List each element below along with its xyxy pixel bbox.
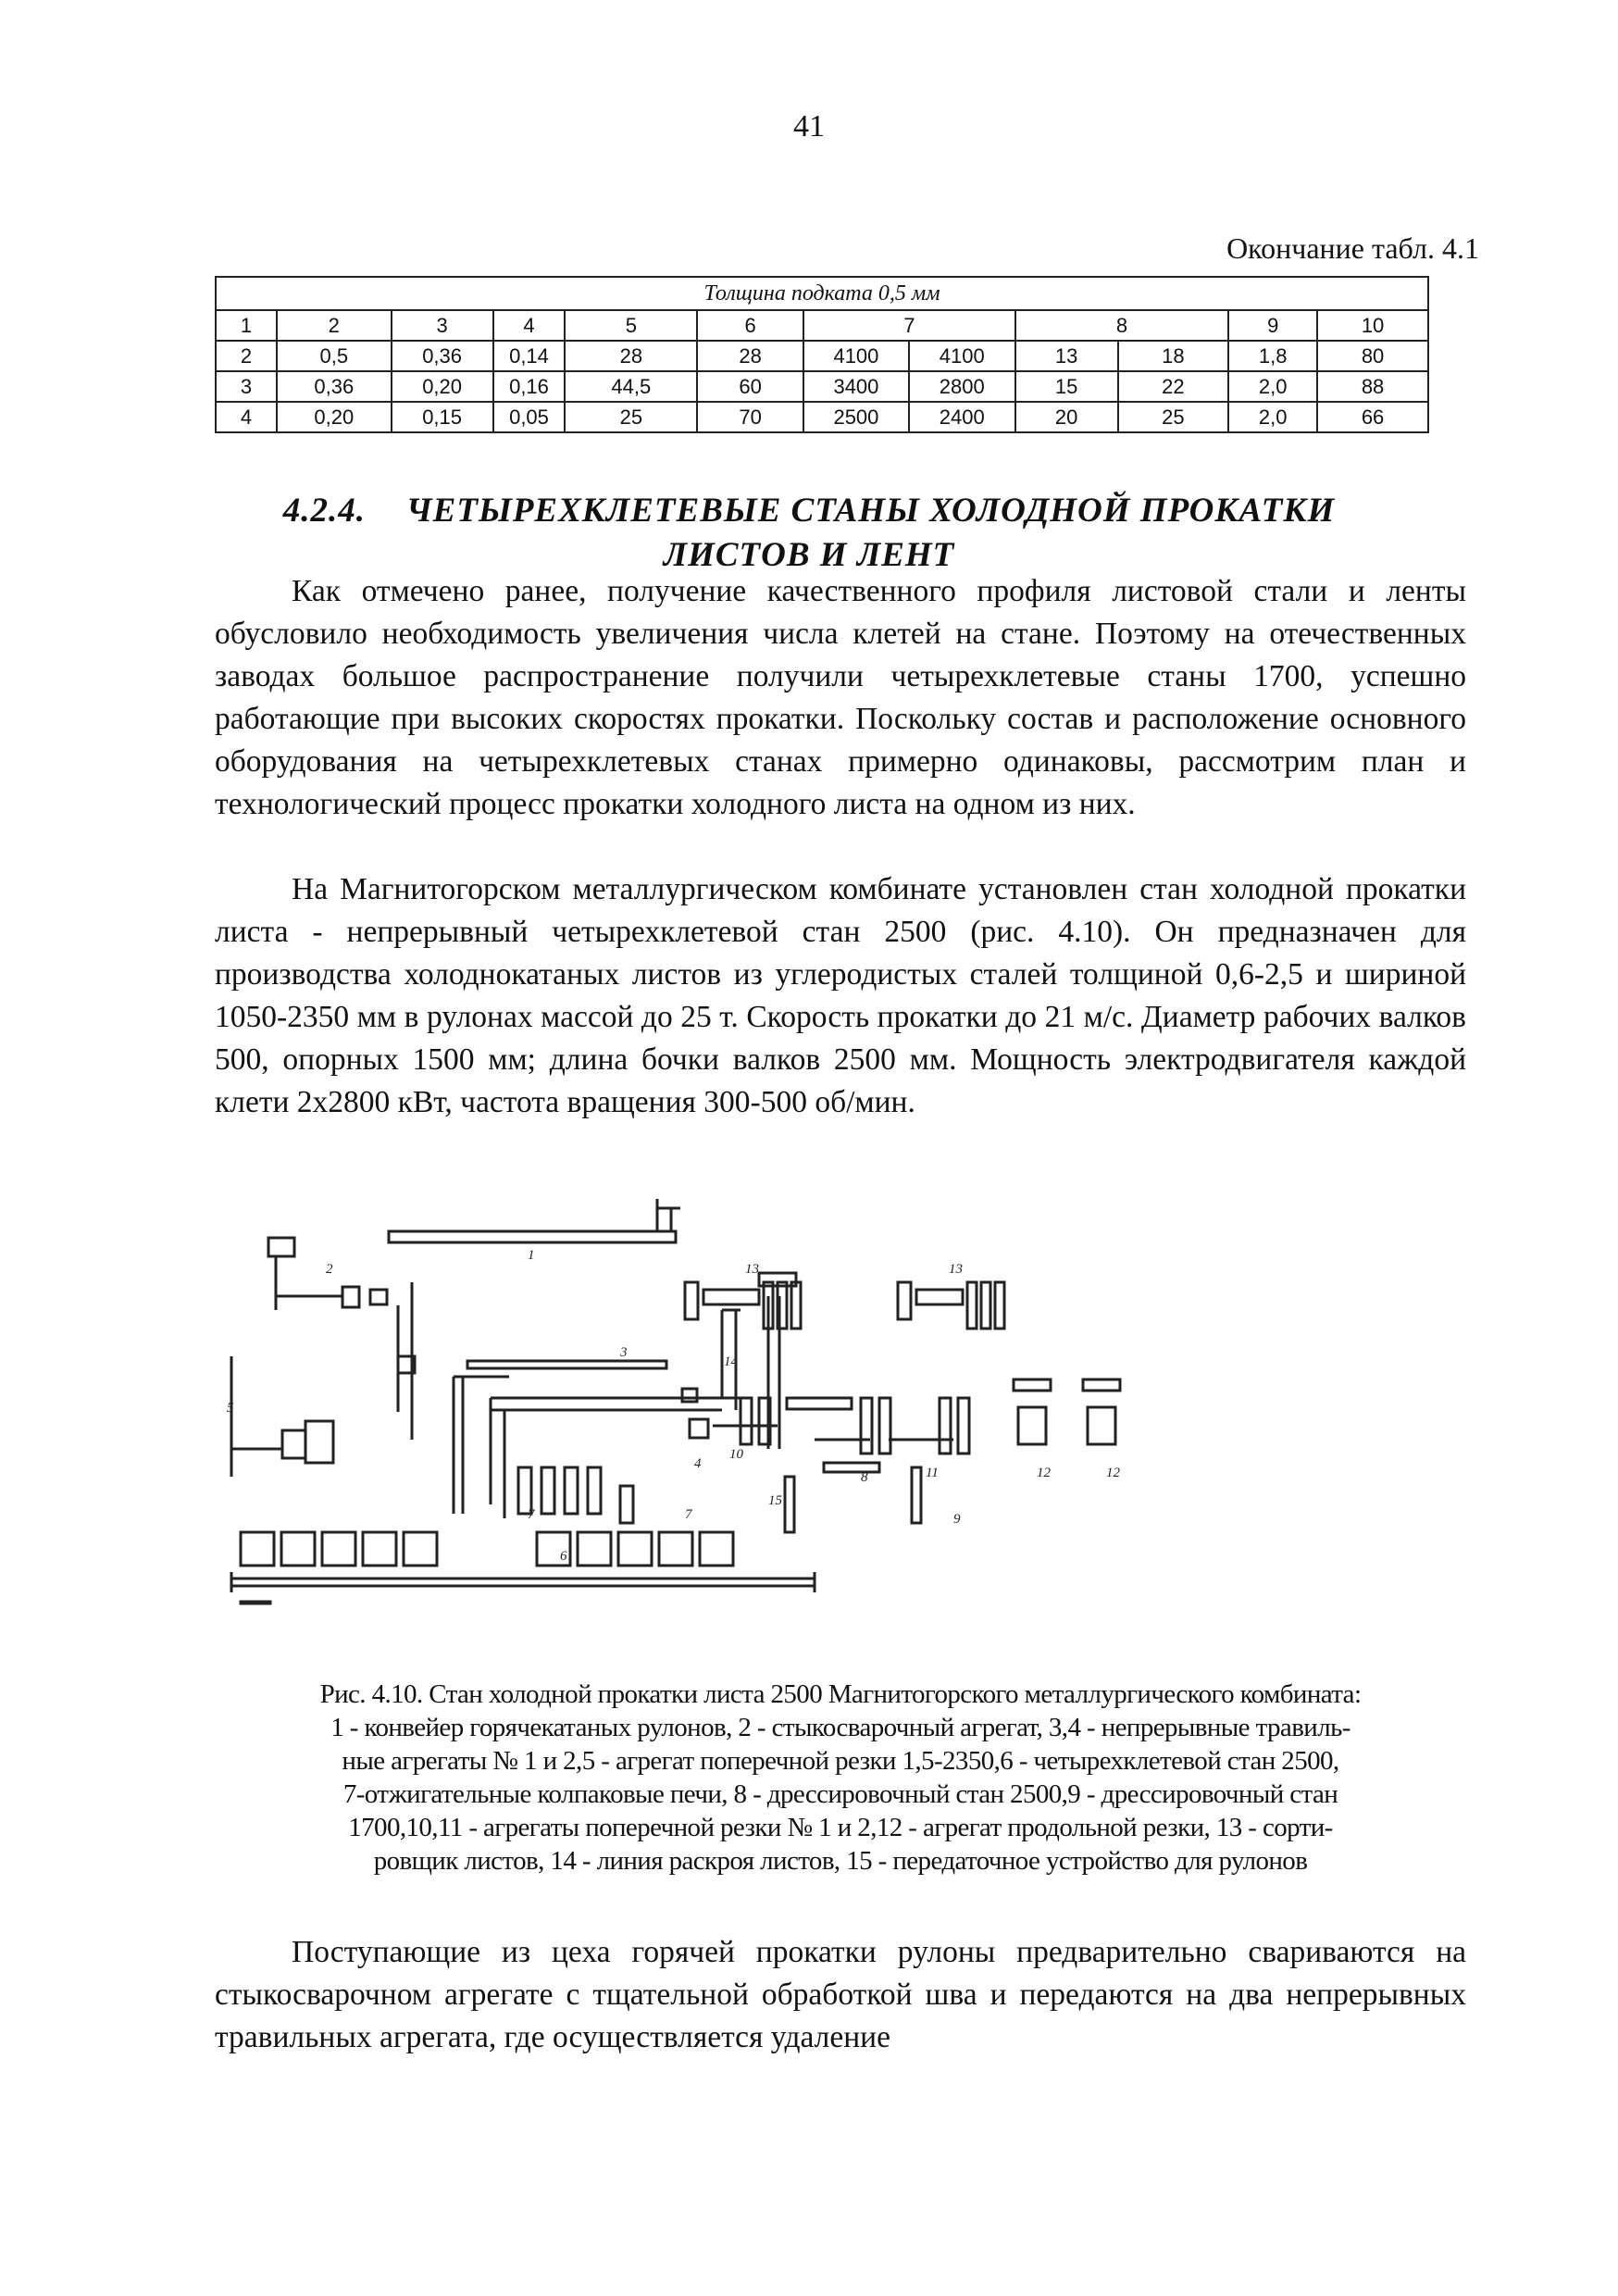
welder-unit (342, 1287, 359, 1307)
four-stand-mill (518, 1467, 633, 1523)
table-header-cell: 4 (493, 310, 566, 341)
pickling-node-2 (682, 1389, 697, 1402)
welder-box (268, 1238, 294, 1256)
table-header-row (216, 310, 1428, 341)
caption-line: ровщик листов, 14 - линия раскроя листов, 15 - передаточное устройство для рулонов (373, 1846, 1308, 1876)
table-cell: 4100 (909, 341, 1015, 371)
fig-label: 5 (227, 1401, 234, 1416)
table-caption: Окончание табл. 4.1 (1226, 231, 1479, 265)
bell-furnaces-row (241, 1532, 733, 1566)
table-cell: 0,15 (392, 402, 493, 432)
table-header-cell: 7 (803, 310, 1015, 341)
table-cell: 15 (1015, 371, 1118, 402)
fig-label: 6 (560, 1549, 567, 1564)
section-heading (0, 489, 1618, 578)
crane-rail (231, 1572, 815, 1592)
table-cell: 60 (697, 371, 803, 402)
section-title-line1: ЧЕТЫРЕХКЛЕТЕВЫЕ СТАНЫ ХОЛОДНОЙ ПРОКАТКИ (406, 492, 1336, 530)
fig-label: 12 (1037, 1466, 1051, 1480)
fig-label: 9 (953, 1512, 961, 1527)
table-group-row (216, 277, 1428, 310)
section-number: 4.2.4. (282, 492, 366, 530)
fig-label: 4 (694, 1456, 702, 1471)
table-cell: 2500 (803, 402, 909, 432)
table-cell: 0,20 (392, 371, 493, 402)
caption-line: 7-отжигательные колпаковые печи, 8 - дрессировочный стан 2500,9 - дрессировочный стан (342, 1779, 1338, 1809)
fig-label: 7 (528, 1507, 535, 1522)
table-cell: 28 (565, 341, 697, 371)
table-cell: 20 (1015, 402, 1118, 432)
table-cell: 0,16 (493, 371, 566, 402)
table-cell: 2400 (909, 402, 1015, 432)
pickling-line-3 (467, 1361, 666, 1368)
caption-line: ные агрегаты № 1 и 2,5 - агрегат поперечной резки 1,5-2350,6 - четырехклетевой стан 2500, (342, 1746, 1339, 1776)
table-cell: 22 (1118, 371, 1229, 402)
sorter-13-left (685, 1282, 801, 1329)
table-cell: 0,20 (277, 402, 392, 432)
paragraph-1: Как отмечено ранее, получение качественного профиля листовой стали и ленты обусловило необходимость увеличения числа клетей на стане. Поэтому на отечественных заводах большое распространение получили четырехклетевые станы 1700, успешно работающие при высоких скоростях прокатки. Поскольку состав и расположение основного оборудования на четырехклетевых станах примерно одинаковы, рассмотрим план и технологический процесс прокатки холодного листа на одном из них. (215, 574, 1466, 821)
sorter-13-right (898, 1282, 1004, 1329)
shear-box (282, 1430, 305, 1458)
transfer-device (785, 1477, 794, 1532)
table-cell: 2,0 (1228, 371, 1317, 402)
mill-plan-figure (222, 1199, 1185, 1606)
welder-unit-2 (370, 1290, 387, 1304)
table-cell: 13 (1015, 341, 1118, 371)
fig-label: 15 (768, 1493, 782, 1508)
table-cell: 25 (1118, 402, 1229, 432)
table-cell: 18 (1118, 341, 1229, 371)
table-header-cell: 10 (1317, 310, 1428, 341)
table-cell: 88 (1317, 371, 1428, 402)
fig-label: 14 (724, 1354, 738, 1369)
fig-label: 11 (926, 1466, 939, 1480)
paragraph-3: Поступающие из цеха горячей прокатки рулоны предварительно свариваются на стыкосварочном агрегате с тщательной обработкой шва и передаются на два непрерывных травильных агрегата, где осуществляется удаление (215, 1935, 1466, 2054)
table-cell: 25 (565, 402, 697, 432)
table-cell: 4 (216, 402, 277, 432)
fig-label: 13 (949, 1262, 963, 1277)
conveyor-inlet (657, 1199, 680, 1231)
table-header-cell: 8 (1015, 310, 1229, 341)
table-header-cell: 1 (216, 310, 277, 341)
shear-stack (305, 1421, 333, 1463)
table-cell: 2,0 (1228, 402, 1317, 432)
table-cell: 1,8 (1228, 341, 1317, 371)
table-cell: 3400 (803, 371, 909, 402)
table-cell: 0,05 (493, 402, 566, 432)
section-title-line2: ЛИСТОВ И ЛЕНТ (663, 536, 955, 574)
line-8 (824, 1463, 879, 1472)
table-cell: 44,5 (565, 371, 697, 402)
pickling-node-3 (690, 1419, 708, 1438)
table-group-title: Толщина подката 0,5 мм (216, 277, 1428, 310)
caption-line: 1700,10,11 - агрегаты поперечной резки № 1 и 2,12 - агрегат продольной резки, 13 - сорти- (348, 1813, 1333, 1842)
section-heading-line1 (0, 489, 1618, 533)
fig-label: 3 (620, 1345, 628, 1360)
table-cell: 80 (1317, 341, 1428, 371)
table-cell: 0,5 (277, 341, 392, 371)
figure-labels (227, 1248, 1121, 1564)
fig-label: 1 (528, 1248, 535, 1263)
table-header-cell: 2 (277, 310, 392, 341)
pickling-vertical (398, 1282, 412, 1440)
table-cell: 0,14 (493, 341, 566, 371)
pickling-line-4 (491, 1398, 741, 1410)
mill-plan-diagram (222, 1199, 1185, 1606)
table-header-cell: 3 (392, 310, 493, 341)
fig-label: 13 (745, 1262, 759, 1277)
data-table (215, 276, 1429, 433)
table-cell: 0,36 (277, 371, 392, 402)
paragraph-2: На Магнитогорском металлургическом комбинате установлен стан холодной прокатки листа - непрерывный четырехклетевой стан 2500 (рис. 4.10). Он предназначен для производства холоднокатаных листов из углеродистых сталей толщиной 0,6-2,5 и шириной 1050-2350 мм в рулонах массой до 25 т. Скорость прокатки до 21 м/с. Диаметр рабочих валков 500, опорных 1500 мм; длина бочки валков 2500 мм. Мощность электродвигателя каждой клети 2х2800 кВт, частота вращения 300-500 об/мин. (215, 872, 1466, 1119)
shear-line (231, 1356, 282, 1477)
table-cell: 70 (697, 402, 803, 432)
line-9 (912, 1467, 921, 1523)
fig-label: 8 (861, 1470, 868, 1485)
finishing-lines (713, 1426, 953, 1440)
table-header-cell: 9 (1228, 310, 1317, 341)
table-cell: 4100 (803, 341, 909, 371)
table-header-cell: 6 (697, 310, 803, 341)
slitter-12 (1014, 1379, 1120, 1444)
table-cell: 2800 (909, 371, 1015, 402)
fig-label: 2 (326, 1262, 333, 1277)
table-cell: 66 (1317, 402, 1428, 432)
page-number: 41 (793, 109, 825, 144)
caption-line: 1 - конвейер горячекатаных рулонов, 2 - стыкосварочный агрегат, 3,4 - непрерывные травиль- (330, 1713, 1350, 1742)
fig-label: 7 (685, 1507, 692, 1522)
table-cell: 3 (216, 371, 277, 402)
pickling-line-4-arm (491, 1398, 504, 1518)
figure-caption (215, 1678, 1466, 1878)
table-row (216, 371, 1428, 402)
fig-label: 12 (1106, 1466, 1120, 1480)
table-cell: 2 (216, 341, 277, 371)
bell-furnaces-row-2 (241, 1602, 270, 1603)
table-header-cell: 5 (565, 310, 697, 341)
caption-line: Рис. 4.10. Стан холодной прокатки листа 2500 Магнитогорского металлургического комбината: (319, 1679, 1362, 1709)
fig-label: 10 (729, 1447, 743, 1462)
table-cell: 0,36 (392, 341, 493, 371)
table-cell: 28 (697, 341, 803, 371)
hot-coil-conveyor (389, 1231, 676, 1242)
table-row (216, 402, 1428, 432)
table-row (216, 341, 1428, 371)
